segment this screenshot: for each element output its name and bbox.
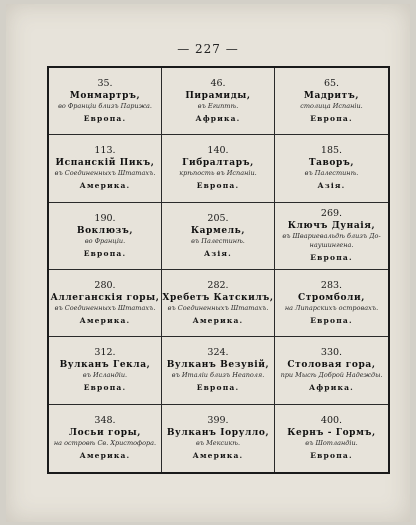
entry-number: 399.: [207, 415, 229, 427]
place-location: столица Испаніи.: [300, 102, 363, 111]
entry-number: 140.: [207, 145, 229, 157]
continent-label: Европа.: [196, 181, 240, 191]
entry-number: 190.: [94, 212, 116, 224]
table-cell: [275, 68, 388, 135]
continent-label: Азія.: [317, 181, 346, 191]
table-cell: [49, 68, 162, 135]
entry-number: 282.: [207, 280, 229, 292]
place-location: на Липарскихъ островахъ.: [284, 304, 379, 313]
table-cell: [49, 135, 162, 202]
place-name: Гибралтаръ,: [182, 158, 254, 169]
entry-number: 348.: [94, 415, 116, 427]
place-location: въ Соединенныхъ Штатахъ.: [54, 169, 156, 178]
entry-number: 113.: [94, 145, 116, 157]
continent-label: Америка.: [79, 451, 131, 461]
continent-label: Европа.: [83, 114, 127, 124]
place-location: на островѣ Св. Христофора.: [53, 439, 157, 448]
table-cell: [275, 135, 388, 202]
table-cell: [49, 203, 162, 270]
table-cell: [162, 405, 275, 472]
place-location: въ Шотландіи.: [305, 439, 358, 448]
place-location: въ Исландіи.: [82, 371, 128, 380]
place-name: Воклюзъ,: [76, 225, 134, 236]
place-location: при Мысѣ Доброй Надежды.: [280, 371, 383, 380]
place-location: въ Швариевальдѣ близъ До-: [282, 232, 381, 241]
table-cell: [162, 135, 275, 202]
entry-number: 324.: [207, 347, 229, 359]
place-location: въ Мексикѣ.: [195, 439, 241, 448]
entry-number: 185.: [320, 145, 343, 157]
table-cell: [275, 270, 388, 337]
place-name: Вулканъ Везувій,: [166, 360, 270, 371]
entry-number: 65.: [323, 78, 340, 90]
places-table: [47, 66, 390, 474]
continent-label: Азія.: [204, 248, 232, 258]
entry-number: 280.: [94, 280, 116, 292]
continent-label: Америка.: [79, 181, 131, 191]
place-name: Ключъ Дунаія,: [287, 221, 376, 232]
table-cell: [162, 270, 275, 337]
table-cell: [162, 337, 275, 404]
entry-number: 46.: [210, 78, 226, 90]
continent-label: Америка.: [192, 316, 244, 326]
table-cell: [162, 203, 275, 270]
place-name: Таворъ,: [308, 158, 355, 169]
place-name: Стромболи,: [297, 293, 365, 304]
entry-number: 35.: [97, 78, 113, 90]
place-name: Мадритъ,: [303, 91, 360, 102]
place-name: Кармель,: [190, 225, 246, 236]
table-cell: [275, 337, 388, 404]
continent-label: Европа.: [83, 248, 127, 258]
place-location: въ Италіи близъ Неаполя.: [171, 371, 265, 380]
place-name: Монмартръ,: [69, 91, 141, 102]
place-location: во Франціи близъ Парижа.: [58, 102, 152, 111]
place-name: Столовая гора,: [287, 360, 376, 371]
table-cell: [275, 203, 388, 270]
entry-number: 283.: [320, 280, 343, 292]
book-page: [6, 4, 410, 522]
continent-label: Европа.: [196, 383, 240, 393]
place-location: въ Палестинѣ.: [304, 169, 359, 178]
continent-label: Америка.: [79, 316, 131, 326]
place-name: Испанскій Пикъ,: [55, 158, 155, 169]
entry-number: 205.: [207, 212, 229, 224]
table-cell: [49, 405, 162, 472]
place-location: въ Палестинѣ.: [191, 236, 245, 245]
table-cell: [49, 270, 162, 337]
place-location: во Франціи.: [84, 236, 126, 245]
entry-number: 400.: [320, 415, 343, 427]
continent-label: Европа.: [310, 451, 353, 461]
place-location: наушингена.: [309, 241, 354, 250]
continent-label: Африка.: [309, 383, 354, 393]
continent-label: Европа.: [83, 383, 127, 393]
table-cell: [49, 337, 162, 404]
table-cell: [275, 405, 388, 472]
entry-number: 312.: [94, 347, 116, 359]
place-name: Вулканъ Іорулло,: [166, 428, 270, 439]
place-location: въ Соединенныхъ Штатахъ.: [54, 304, 156, 313]
place-name: Хребетъ Катскилъ,: [162, 293, 274, 304]
place-location: въ Соединенныхъ Штатахъ.: [167, 304, 269, 313]
place-name: Пирамиды,: [185, 91, 251, 102]
place-name: Кернъ - Гормъ,: [287, 428, 376, 439]
place-location: въ Египтѣ.: [197, 102, 239, 111]
place-location: крѣпость въ Испаніи.: [179, 169, 257, 178]
continent-label: Америка.: [192, 451, 244, 461]
continent-label: Европа.: [310, 316, 353, 326]
entry-number: 330.: [320, 347, 343, 359]
page-number: — 227 —: [177, 42, 239, 56]
place-name: Вулканъ Гекла,: [59, 360, 151, 371]
continent-label: Африка.: [195, 114, 241, 124]
place-name: Аллеганскія горы,: [50, 293, 160, 304]
continent-label: Европа.: [310, 253, 353, 263]
continent-label: Европа.: [310, 114, 353, 124]
entry-number: 269.: [320, 208, 343, 220]
place-name: Лосьи горы,: [69, 428, 141, 439]
table-cell: [162, 68, 275, 135]
